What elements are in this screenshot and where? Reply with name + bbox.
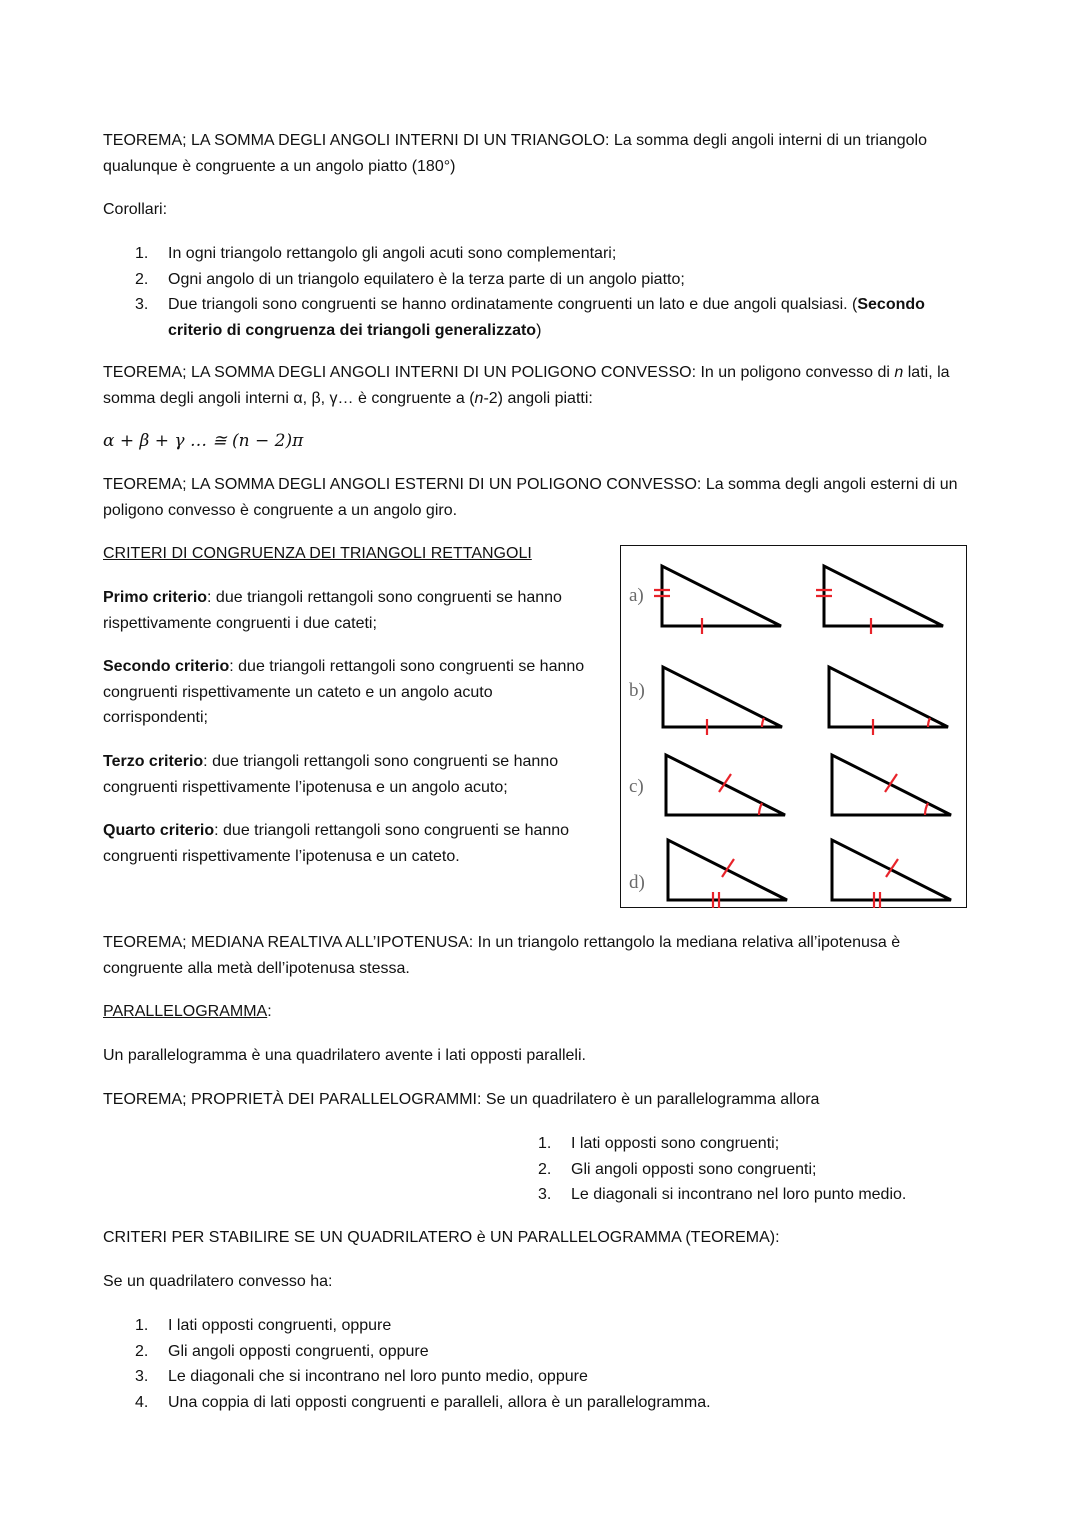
list-item: 1. In ogni triangolo rettangolo gli angoli acuti sono complementari; bbox=[135, 245, 617, 262]
triangle-a-right bbox=[824, 566, 943, 626]
corollari-list bbox=[135, 241, 965, 343]
theorem-heading: TEOREMA; LA SOMMA DEGLI ANGOLI ESTERNI DI UN POLIGONO CONVESSO: bbox=[103, 476, 702, 493]
theorem-angle-sum-triangle bbox=[103, 128, 963, 179]
right-triangles-figure bbox=[620, 545, 967, 908]
theorem-text-cont: qualunque è congruente a un angolo piatto (180°) bbox=[103, 157, 456, 175]
parallelogram-definition: Un parallelogramma è una quadrilatero avente i lati opposti paralleli. bbox=[103, 1047, 586, 1064]
label-c: c) bbox=[629, 776, 644, 797]
label-d: d) bbox=[629, 872, 645, 893]
theorem-interior-polygon: TEOREMA; LA SOMMA DEGLI ANGOLI INTERNI DI UN POLIGONO CONVESSO: In un poligono convesso di n lati, la somma degli angoli interni α, β, γ… è congruente a (n-2) angoli piatti: bbox=[103, 364, 950, 407]
criteria-right-triangles-title: CRITERI DI CONGRUENZA DEI TRIANGOLI RETTANGOLI bbox=[103, 545, 532, 562]
theorem-heading: TEOREMA; LA SOMMA DEGLI ANGOLI INTERNI DI UN TRIANGOLO: bbox=[103, 132, 610, 149]
label-a: a) bbox=[629, 585, 644, 606]
right-triangles-drawing bbox=[621, 546, 968, 909]
parallelogram-title: PARALLELOGRAMMA: bbox=[103, 1003, 272, 1020]
criterion-1: Primo criterio: due triangoli rettangoli sono congruenti se hanno rispettivamente congruenti i due cateti; bbox=[103, 589, 562, 632]
criteria-parallelogram-intro: Se un quadrilatero convesso ha: bbox=[103, 1273, 333, 1290]
list-item: 4. Una coppia di lati opposti congruenti e paralleli, allora è un parallelogramma. bbox=[135, 1393, 711, 1411]
triangle-c-left bbox=[666, 755, 785, 815]
list-item: 2. Gli angoli opposti sono congruenti; bbox=[538, 1160, 817, 1178]
triangle-b-left bbox=[663, 667, 782, 727]
formula-polygon: α + β + γ … ≅ (n − 2)π bbox=[103, 431, 304, 451]
list-item: 3. Due triangoli sono congruenti se hanno ordinatamente congruenti un lato e due angoli qualsiasi. (Secondo criterio di congruenza dei triangoli generalizzato) bbox=[135, 296, 925, 339]
properties-list bbox=[538, 1131, 958, 1208]
theorem-text: La somma degli angoli interni di un triangolo bbox=[613, 132, 927, 149]
criterion-4: Quarto criterio: due triangoli rettangoli sono congruenti se hanno congruenti rispettivamente l’ipotenusa e un cateto. bbox=[103, 822, 570, 865]
triangle-c-right bbox=[832, 755, 951, 815]
criteria-parallelogram-list bbox=[135, 1313, 965, 1415]
arc-c-left bbox=[759, 803, 762, 815]
label-b: b) bbox=[629, 680, 645, 701]
triangle-a-left bbox=[662, 566, 781, 626]
corollari-title: Corollari: bbox=[103, 201, 168, 218]
list-item: 3. Le diagonali si incontrano nel loro punto medio. bbox=[538, 1186, 907, 1203]
list-item: 1. I lati opposti congruenti, oppure bbox=[135, 1317, 392, 1334]
arc-c-right bbox=[925, 803, 928, 815]
criteria-parallelogram-heading: CRITERI PER STABILIRE SE UN QUADRILATERO è UN PARALLELOGRAMMA (TEOREMA): bbox=[103, 1229, 780, 1246]
theorem-exterior-polygon: TEOREMA; LA SOMMA DEGLI ANGOLI ESTERNI DI UN POLIGONO CONVESSO: La somma degli angoli esterni di un poligono convesso è congruente a un angolo giro. bbox=[103, 476, 958, 519]
theorem-heading: TEOREMA; PROPRIETÀ DEI PARALLELOGRAMMI: bbox=[103, 1091, 482, 1108]
theorem-parallelogram-properties: TEOREMA; PROPRIETÀ DEI PARALLELOGRAMMI: Se un quadrilatero è un parallelogramma allora bbox=[103, 1091, 820, 1108]
theorem-median-hypotenuse: TEOREMA; MEDIANA REALTIVA ALL’IPOTENUSA: In un triangolo rettangolo la mediana relativa all’ipotenusa è congruente alla metà dell’ipotenusa stessa. bbox=[103, 934, 901, 977]
list-item: 1. I lati opposti sono congruenti; bbox=[538, 1135, 780, 1152]
list-item: 3. Le diagonali che si incontrano nel loro punto medio, oppure bbox=[135, 1368, 588, 1385]
triangle-b-right bbox=[829, 667, 948, 727]
criterion-2: Secondo criterio: due triangoli rettangoli sono congruenti se hanno congruenti rispettivamente un cateto e un angolo acuto corrispondenti; bbox=[103, 658, 585, 726]
theorem-heading: TEOREMA; LA SOMMA DEGLI ANGOLI INTERNI DI UN POLIGONO CONVESSO: bbox=[103, 364, 697, 381]
list-item: 2. Ogni angolo di un triangolo equilatero è la terza parte di un angolo piatto; bbox=[135, 270, 685, 288]
theorem-heading: TEOREMA; MEDIANA REALTIVA ALL’IPOTENUSA: bbox=[103, 934, 474, 951]
list-item: 2. Gli angoli opposti congruenti, oppure bbox=[135, 1342, 429, 1360]
criterion-3: Terzo criterio: due triangoli rettangoli sono congruenti se hanno congruenti rispettivamente l’ipotenusa e un angolo acuto; bbox=[103, 753, 559, 796]
